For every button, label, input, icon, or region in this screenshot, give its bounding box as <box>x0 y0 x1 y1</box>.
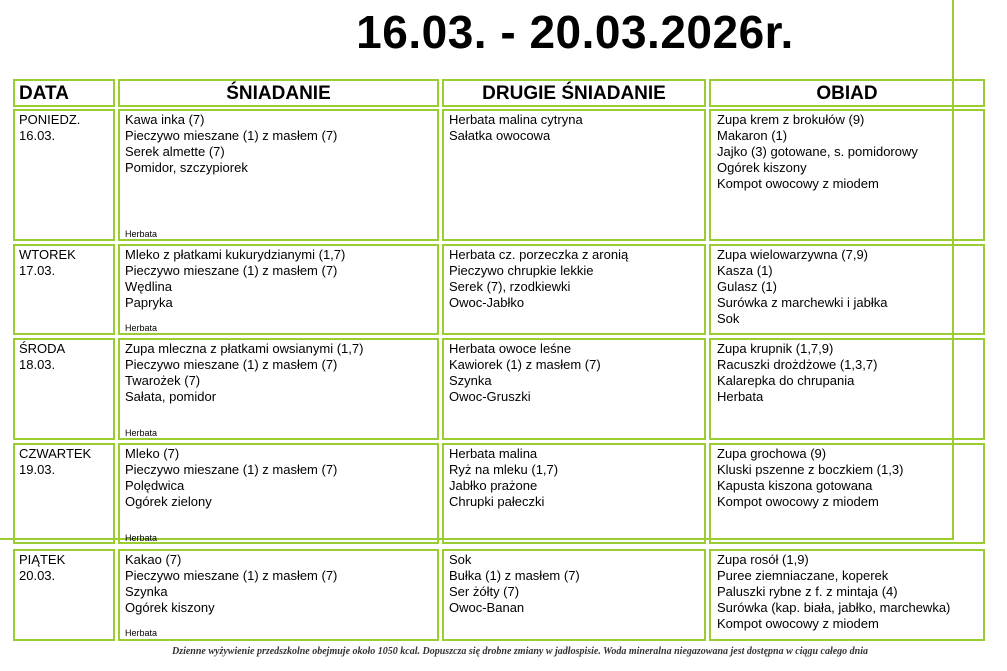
list-item: Zupa krupnik (1,7,9) <box>717 341 834 356</box>
list-item: Kasza (1) <box>717 263 773 278</box>
list-item: Wędlina <box>125 279 172 294</box>
day-date: 20.03. <box>19 568 56 583</box>
list-item: Kompot owocowy z miodem <box>717 176 879 191</box>
list-item: Sok <box>449 552 472 567</box>
list-item: Pieczywo mieszane (1) z masłem (7) <box>125 357 338 372</box>
row-4-breakfast <box>125 552 337 616</box>
list-item: Makaron (1) <box>717 128 788 143</box>
day-name: PIĄTEK <box>19 552 66 567</box>
list-item: Sałata, pomidor <box>125 389 217 404</box>
row-2-drink: Herbata <box>125 428 158 438</box>
day-date: 19.03. <box>19 462 56 477</box>
list-item: Ogórek zielony <box>125 494 212 509</box>
row-3-lunch <box>717 446 903 510</box>
list-item: Herbata cz. porzeczka z aronią <box>449 247 629 262</box>
row-4-drink: Herbata <box>125 628 158 638</box>
row-0-lunch <box>717 112 918 192</box>
row-4-lunch <box>717 552 950 632</box>
list-item: Kompot owocowy z miodem <box>717 494 879 509</box>
list-item: Ser żółty (7) <box>449 584 520 599</box>
list-item: Kluski pszenne z boczkiem (1,3) <box>717 462 904 477</box>
day-date: 18.03. <box>19 357 56 372</box>
row-1-drink: Herbata <box>125 323 158 333</box>
row-2-second-breakfast <box>449 341 601 405</box>
day-name: ŚRODA <box>19 341 66 356</box>
list-item: Kawa inka (7) <box>125 112 205 127</box>
list-item: Sok <box>717 311 740 326</box>
list-item: Herbata owoce leśne <box>449 341 572 356</box>
list-item: Ogórek kiszony <box>717 160 807 175</box>
list-item: Surówka z marchewki i jabłka <box>717 295 888 310</box>
list-item: Gulasz (1) <box>717 279 777 294</box>
day-date: 16.03. <box>19 128 56 143</box>
list-item: Pomidor, szczypiorek <box>125 160 248 175</box>
list-item: Papryka <box>125 295 173 310</box>
list-item: Zupa rosół (1,9) <box>717 552 809 567</box>
list-item: Kompot owocowy z miodem <box>717 616 879 631</box>
list-item: Jabłko prażone <box>449 478 538 493</box>
row-1-second-breakfast <box>449 247 628 311</box>
list-item: Szynka <box>125 584 168 599</box>
list-item: Owoc-Gruszki <box>449 389 531 404</box>
day-name: PONIEDZ. <box>19 112 81 127</box>
list-item: Herbata malina <box>449 446 538 461</box>
list-item: Pieczywo chrupkie lekkie <box>449 263 594 278</box>
list-item: Pieczywo mieszane (1) z masłem (7) <box>125 263 338 278</box>
row-2-breakfast <box>125 341 363 405</box>
row-0-breakfast <box>125 112 337 176</box>
list-item: Zupa krem z brokułów (9) <box>717 112 865 127</box>
list-item: Kalarepka do chrupania <box>717 373 855 388</box>
list-item: Ogórek kiszony <box>125 600 215 615</box>
list-item: Kawiorek (1) z masłem (7) <box>449 357 601 372</box>
footer-note: Dzienne wyżywienie przedszkolne obejmuje około 1050 kcal. Dopuszcza się drobne zmiany w jadłospisie. Woda mineralna niegazowana jest dostępna w ciągu całego dnia <box>171 646 869 657</box>
list-item: Pieczywo mieszane (1) z masłem (7) <box>125 462 338 477</box>
day-name: WTOREK <box>19 247 76 262</box>
list-item: Zupa mleczna z płatkami owsianymi (1,7) <box>125 341 364 356</box>
day-date: 17.03. <box>19 263 56 278</box>
list-item: Sałatka owocowa <box>449 128 551 143</box>
row-1-day <box>19 247 76 279</box>
row-0-drink: Herbata <box>125 229 158 239</box>
row-1-lunch <box>717 247 888 327</box>
list-item: Mleko (7) <box>125 446 180 461</box>
row-3-drink: Herbata <box>125 533 158 543</box>
list-item: Polędwica <box>125 478 185 493</box>
list-item: Owoc-Jabłko <box>449 295 525 310</box>
list-item: Szynka <box>449 373 492 388</box>
list-item: Kapusta kiszona gotowana <box>717 478 873 493</box>
menu-title: 16.03. - 20.03.2026r. <box>356 6 794 58</box>
row-4-second-breakfast <box>449 552 580 616</box>
list-item: Serek almette (7) <box>125 144 225 159</box>
row-2-lunch <box>717 341 877 405</box>
list-item: Pieczywo mieszane (1) z masłem (7) <box>125 568 338 583</box>
header-date: DATA <box>19 83 69 104</box>
row-0-day <box>19 112 80 144</box>
list-item: Pieczywo mieszane (1) z masłem (7) <box>125 128 338 143</box>
list-item: Paluszki rybne z f. z mintaja (4) <box>717 584 898 599</box>
list-item: Racuszki drożdżowe (1,3,7) <box>717 357 878 372</box>
row-2-day <box>19 341 65 373</box>
list-item: Zupa grochowa (9) <box>717 446 827 461</box>
header-lunch: OBIAD <box>816 83 878 104</box>
row-4-day <box>19 552 65 584</box>
row-0-second-breakfast <box>449 112 583 144</box>
row-3-day <box>19 446 91 478</box>
header-second-breakfast: DRUGIE ŚNIADANIE <box>482 83 666 104</box>
day-name: CZWARTEK <box>19 446 92 461</box>
row-3-second-breakfast <box>449 446 558 510</box>
list-item: Twarożek (7) <box>125 373 201 388</box>
list-item: Ryż na mleku (1,7) <box>449 462 559 477</box>
list-item: Kakao (7) <box>125 552 182 567</box>
list-item: Surówka (kap. biała, jabłko, marchewka) <box>717 600 951 615</box>
list-item: Mleko z płatkami kukurydzianymi (1,7) <box>125 247 346 262</box>
list-item: Bułka (1) z masłem (7) <box>449 568 580 583</box>
list-item: Chrupki pałeczki <box>449 494 545 509</box>
list-item: Puree ziemniaczane, koperek <box>717 568 889 583</box>
list-item: Herbata malina cytryna <box>449 112 583 127</box>
list-item: Jajko (3) gotowane, s. pomidorowy <box>717 144 918 159</box>
header-breakfast: ŚNIADANIE <box>226 83 331 104</box>
list-item: Herbata <box>717 389 764 404</box>
list-item: Serek (7), rzodkiewki <box>449 279 571 294</box>
row-1-breakfast <box>125 247 345 311</box>
list-item: Owoc-Banan <box>449 600 525 615</box>
row-3-breakfast <box>125 446 337 510</box>
list-item: Zupa wielowarzywna (7,9) <box>717 247 869 262</box>
